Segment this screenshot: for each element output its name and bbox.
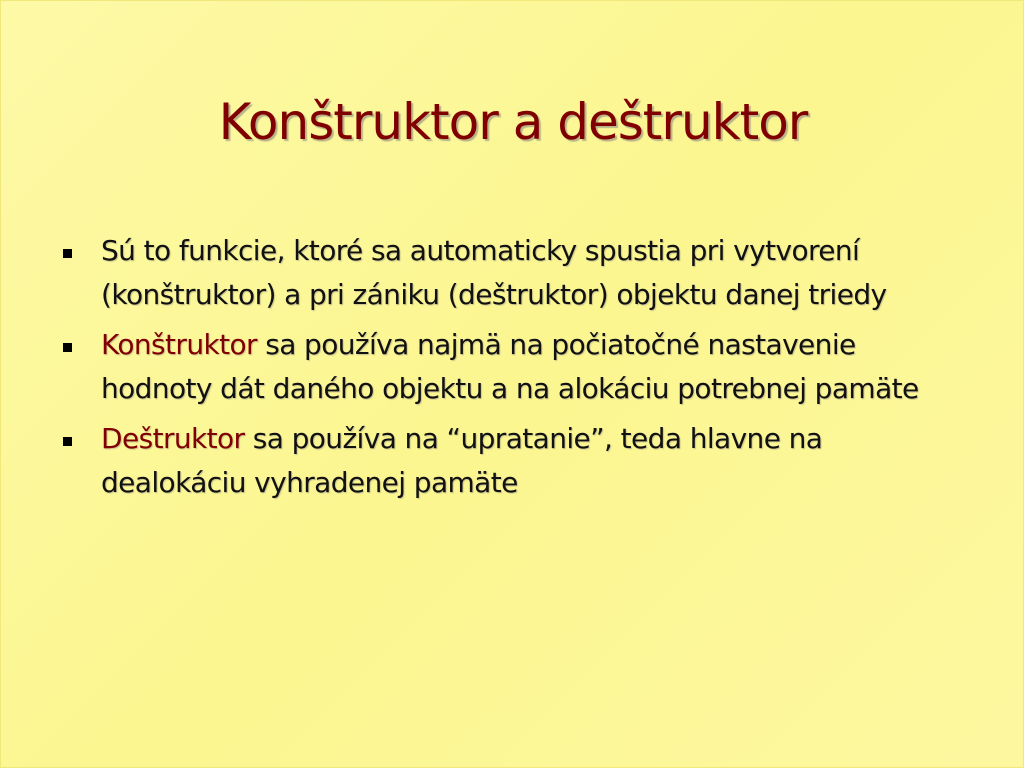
square-bullet-icon (63, 249, 72, 258)
slide-title: Konštruktor a deštruktor (218, 93, 808, 151)
bullet-list (63, 229, 963, 511)
square-bullet-icon (63, 343, 72, 352)
bullet-text: sa používa najmä na počiatočné nastavenie hodnoty dát daného objektu a na alokáciu potrebnej pamäte (101, 328, 919, 405)
bullet-keyword: Deštruktor (101, 422, 245, 455)
bullet-text: Sú to funkcie, ktoré sa automaticky spustia pri vytvorení (konštruktor) a pri zániku (deštruktor) objektu danej triedy (101, 234, 887, 311)
bullet-keyword: Konštruktor (101, 328, 257, 361)
square-bullet-icon (63, 437, 72, 446)
bullet-item (63, 323, 963, 411)
bullet-item (63, 229, 963, 317)
bullet-item (63, 417, 963, 505)
bullet-text: sa používa na “upratanie”, teda hlavne na dealokáciu vyhradenej pamäte (101, 422, 823, 499)
